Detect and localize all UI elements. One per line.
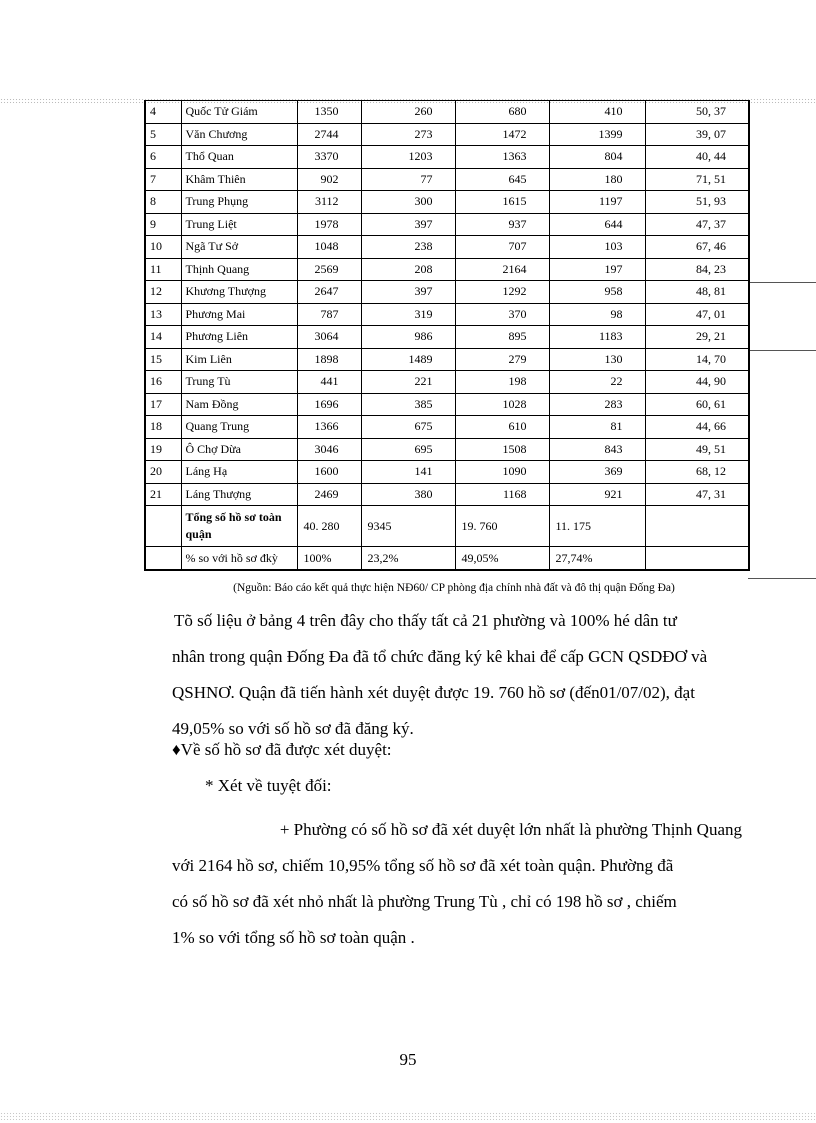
value-cell: 300 (361, 191, 455, 214)
value-cell: 198 (455, 371, 549, 394)
value-cell: 1898 (297, 348, 361, 371)
value-cell: 3046 (297, 438, 361, 461)
paragraph-summary (172, 603, 742, 747)
bottom-dotted-border (0, 1112, 816, 1120)
table-row (145, 123, 749, 146)
table-row (145, 416, 749, 439)
value-cell: 273 (361, 123, 455, 146)
value-cell: 695 (361, 438, 455, 461)
value-cell: 1696 (297, 393, 361, 416)
value-cell: 50, 37 (645, 101, 749, 124)
value-cell: 14, 70 (645, 348, 749, 371)
value-cell: 100% (297, 547, 361, 571)
page-number: 95 (399, 1050, 417, 1069)
paragraph-detail (172, 812, 742, 956)
ward-name-cell: Ô Chợ Dừa (181, 438, 297, 461)
value-cell: 1197 (549, 191, 645, 214)
value-cell: 19. 760 (455, 506, 549, 547)
value-cell: 260 (361, 101, 455, 124)
value-cell: 895 (455, 326, 549, 349)
label-cell: Tổng số hồ sơ toàn quận (181, 506, 297, 547)
sub-heading: * Xét về tuyệt đối: (205, 776, 332, 795)
table-row (145, 146, 749, 169)
value-cell: 843 (549, 438, 645, 461)
paragraph-line: 49,05% so với số hồ sơ đã đăng ký. (172, 719, 414, 738)
value-cell: 47, 31 (645, 483, 749, 506)
value-cell: 1028 (455, 393, 549, 416)
ward-name-cell: Ngã Tư Sở (181, 236, 297, 259)
value-cell: 958 (549, 281, 645, 304)
row-number-cell: 12 (145, 281, 181, 304)
value-cell: 385 (361, 393, 455, 416)
value-cell: 1472 (455, 123, 549, 146)
value-cell: 369 (549, 461, 645, 484)
empty-cell (145, 547, 181, 571)
paragraph-line: + Phường có số hồ sơ đã xét duyệt lớn nhất là phường Thịnh Quang (279, 820, 742, 839)
ward-name-cell: Nam Đồng (181, 393, 297, 416)
value-cell: 319 (361, 303, 455, 326)
paragraph-line: Tõ số liệu ở bảng 4 trên đây cho thấy tất cả 21 phường và 100% hé dân tư (174, 611, 677, 630)
value-cell: 1048 (297, 236, 361, 259)
ward-name-cell: Khâm Thiên (181, 168, 297, 191)
ward-name-cell: Láng Hạ (181, 461, 297, 484)
value-cell: 707 (455, 236, 549, 259)
value-cell: 902 (297, 168, 361, 191)
value-cell: 98 (549, 303, 645, 326)
value-cell: 238 (361, 236, 455, 259)
value-cell: 410 (549, 101, 645, 124)
value-cell: 27,74% (549, 547, 645, 571)
table-row (145, 438, 749, 461)
row-number-cell: 6 (145, 146, 181, 169)
table-row (145, 168, 749, 191)
value-cell: 644 (549, 213, 645, 236)
value-cell: 180 (549, 168, 645, 191)
value-cell: 44, 90 (645, 371, 749, 394)
table-row (145, 191, 749, 214)
value-cell: 47, 37 (645, 213, 749, 236)
paragraph-line: nhân trong quận Đống Đa đã tổ chức đăng ký kê khai để cấp GCN QSDĐƠ và (172, 647, 708, 666)
ward-name-cell: Quốc Tử Giám (181, 101, 297, 124)
row-number-cell: 19 (145, 438, 181, 461)
ward-name-cell: Láng Thượng (181, 483, 297, 506)
value-cell: 937 (455, 213, 549, 236)
value-cell: 1366 (297, 416, 361, 439)
value-cell: 48, 81 (645, 281, 749, 304)
row-number-cell: 5 (145, 123, 181, 146)
value-cell: 47, 01 (645, 303, 749, 326)
value-cell: 208 (361, 258, 455, 281)
source-note: (Nguồn: Báo cáo kết quả thực hiện NĐ60/ CP phòng địa chính nhà đất và đô thị quận Đống Đa) (233, 582, 675, 594)
value-cell: 81 (549, 416, 645, 439)
value-cell: 1489 (361, 348, 455, 371)
value-cell: 44, 66 (645, 416, 749, 439)
value-cell (645, 506, 749, 547)
ward-name-cell: Thổ Quan (181, 146, 297, 169)
value-cell: 71, 51 (645, 168, 749, 191)
value-cell: 610 (455, 416, 549, 439)
value-cell: 1615 (455, 191, 549, 214)
value-cell: 2164 (455, 258, 549, 281)
row-number-cell: 18 (145, 416, 181, 439)
ward-name-cell: Kim Liên (181, 348, 297, 371)
value-cell: 2744 (297, 123, 361, 146)
table-row (145, 393, 749, 416)
percent-row (145, 547, 749, 571)
table-row (145, 461, 749, 484)
value-cell: 60, 61 (645, 393, 749, 416)
value-cell: 1978 (297, 213, 361, 236)
value-cell: 40, 44 (645, 146, 749, 169)
value-cell: 680 (455, 101, 549, 124)
value-cell: 40. 280 (297, 506, 361, 547)
value-cell: 29, 21 (645, 326, 749, 349)
value-cell: 1203 (361, 146, 455, 169)
table-row (145, 371, 749, 394)
value-cell: 1600 (297, 461, 361, 484)
ward-name-cell: Thịnh Quang (181, 258, 297, 281)
ward-name-cell: Trung Tù (181, 371, 297, 394)
value-cell: 645 (455, 168, 549, 191)
value-cell: 787 (297, 303, 361, 326)
row-number-cell: 7 (145, 168, 181, 191)
value-cell: 397 (361, 213, 455, 236)
value-cell: 103 (549, 236, 645, 259)
value-cell: 197 (549, 258, 645, 281)
row-number-cell: 10 (145, 236, 181, 259)
value-cell: 2647 (297, 281, 361, 304)
value-cell: 23,2% (361, 547, 455, 571)
table-row (145, 483, 749, 506)
value-cell: 9345 (361, 506, 455, 547)
value-cell: 3064 (297, 326, 361, 349)
value-cell: 1399 (549, 123, 645, 146)
value-cell: 1350 (297, 101, 361, 124)
value-cell: 1090 (455, 461, 549, 484)
value-cell: 279 (455, 348, 549, 371)
table-row (145, 213, 749, 236)
paragraph-line: 1% so với tổng số hồ sơ toàn quận . (172, 928, 415, 947)
row-number-cell: 17 (145, 393, 181, 416)
ward-name-cell: Văn Chương (181, 123, 297, 146)
value-cell: 49, 51 (645, 438, 749, 461)
value-cell: 130 (549, 348, 645, 371)
table-row (145, 281, 749, 304)
ward-name-cell: Quang Trung (181, 416, 297, 439)
row-number-cell: 16 (145, 371, 181, 394)
table-row (145, 236, 749, 259)
value-cell: 22 (549, 371, 645, 394)
value-cell: 3370 (297, 146, 361, 169)
value-cell: 49,05% (455, 547, 549, 571)
row-number-cell: 21 (145, 483, 181, 506)
value-cell: 804 (549, 146, 645, 169)
value-cell: 441 (297, 371, 361, 394)
value-cell: 1508 (455, 438, 549, 461)
row-number-cell: 13 (145, 303, 181, 326)
table-row (145, 326, 749, 349)
label-cell: % so với hồ sơ đkỳ (181, 547, 297, 571)
value-cell: 2469 (297, 483, 361, 506)
value-cell: 141 (361, 461, 455, 484)
paragraph-line: với 2164 hồ sơ, chiếm 10,95% tổng số hồ sơ đã xét toàn quận. Phường đã (172, 856, 674, 875)
value-cell: 370 (455, 303, 549, 326)
value-cell: 1168 (455, 483, 549, 506)
statistics-table (144, 100, 750, 571)
table-row (145, 348, 749, 371)
value-cell: 283 (549, 393, 645, 416)
value-cell: 77 (361, 168, 455, 191)
row-number-cell: 8 (145, 191, 181, 214)
row-number-cell: 11 (145, 258, 181, 281)
value-cell: 3112 (297, 191, 361, 214)
value-cell: 2569 (297, 258, 361, 281)
table-row (145, 258, 749, 281)
value-cell: 11. 175 (549, 506, 645, 547)
table-row (145, 101, 749, 124)
paragraph-line: có số hồ sơ đã xét nhỏ nhất là phường Trung Tù , chỉ có 198 hồ sơ , chiếm (172, 892, 677, 911)
row-number-cell: 20 (145, 461, 181, 484)
value-cell: 221 (361, 371, 455, 394)
value-cell: 986 (361, 326, 455, 349)
ward-name-cell: Phương Mai (181, 303, 297, 326)
value-cell: 1292 (455, 281, 549, 304)
ward-name-cell: Trung Phụng (181, 191, 297, 214)
value-cell: 68, 12 (645, 461, 749, 484)
value-cell: 51, 93 (645, 191, 749, 214)
value-cell (645, 547, 749, 571)
value-cell: 1363 (455, 146, 549, 169)
total-row (145, 506, 749, 547)
row-number-cell: 9 (145, 213, 181, 236)
row-number-cell: 4 (145, 101, 181, 124)
value-cell: 380 (361, 483, 455, 506)
table-row (145, 303, 749, 326)
row-number-cell: 14 (145, 326, 181, 349)
value-cell: 1183 (549, 326, 645, 349)
bullet-heading: ♦Về số hồ sơ đã được xét duyệt: (172, 740, 392, 759)
value-cell: 921 (549, 483, 645, 506)
paragraph-line: QSHNƠ. Quận đã tiến hành xét duyệt được 19. 760 hồ sơ (đến01/07/02), đạt (172, 683, 695, 702)
row-number-cell: 15 (145, 348, 181, 371)
ward-name-cell: Phương Liên (181, 326, 297, 349)
value-cell: 675 (361, 416, 455, 439)
value-cell: 39, 07 (645, 123, 749, 146)
ward-name-cell: Khương Thượng (181, 281, 297, 304)
empty-cell (145, 506, 181, 547)
ward-name-cell: Trung Liệt (181, 213, 297, 236)
value-cell: 84, 23 (645, 258, 749, 281)
value-cell: 397 (361, 281, 455, 304)
value-cell: 67, 46 (645, 236, 749, 259)
